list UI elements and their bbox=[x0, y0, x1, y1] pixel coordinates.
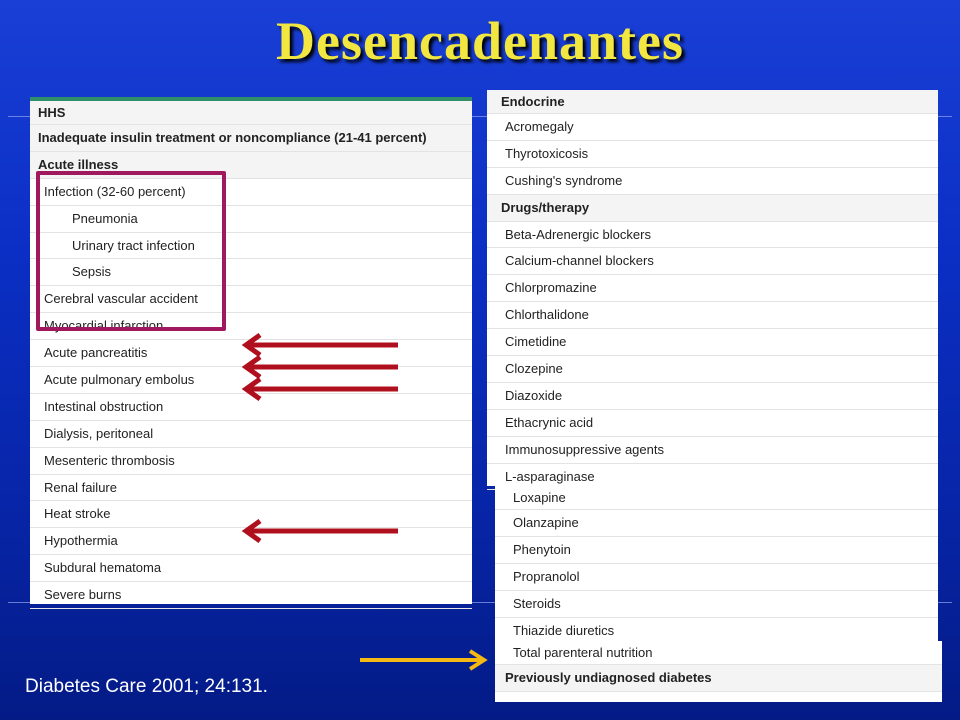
yellow-arrow-icon bbox=[358, 648, 490, 672]
table-row: Loxapine bbox=[495, 486, 938, 510]
table-row: Infection (32-60 percent) bbox=[30, 179, 472, 206]
table-row: Chlorpromazine bbox=[487, 275, 938, 302]
table-section-header: Previously undiagnosed diabetes bbox=[495, 665, 942, 692]
table-section-header: Endocrine bbox=[487, 90, 938, 114]
table-row: Dialysis, peritoneal bbox=[30, 421, 472, 448]
table-row: Thyrotoxicosis bbox=[487, 141, 938, 168]
slide-title: Desencadenantes bbox=[276, 11, 684, 71]
table-row: Severe burns bbox=[30, 582, 472, 609]
other-precipitants-table bbox=[495, 641, 942, 702]
table-section-header: Inadequate insulin treatment or noncompliance (21-41 percent) bbox=[30, 125, 472, 152]
table-row: Total parenteral nutrition bbox=[495, 641, 942, 665]
drugs-continued-table bbox=[495, 486, 938, 641]
table-row: Calcium-channel blockers bbox=[487, 248, 938, 275]
table-row: L-asparaginase bbox=[487, 464, 938, 491]
table-row: Subdural hematoma bbox=[30, 555, 472, 582]
infection-highlight-box bbox=[36, 171, 226, 331]
table-row: Cimetidine bbox=[487, 329, 938, 356]
endocrine-drugs-table bbox=[487, 90, 938, 486]
table-row: Steroids bbox=[495, 591, 938, 618]
table-row: Hypothermia bbox=[30, 528, 472, 555]
table-row: Ethacrynic acid bbox=[487, 410, 938, 437]
table-row: Cerebral vascular accident bbox=[30, 286, 472, 313]
table-row: Acromegaly bbox=[487, 114, 938, 141]
table-row: Olanzapine bbox=[495, 510, 938, 537]
red-arrow-icon bbox=[240, 519, 402, 543]
table-row: Clozepine bbox=[487, 356, 938, 383]
table-row: Phenytoin bbox=[495, 537, 938, 564]
table-row: Mesenteric thrombosis bbox=[30, 448, 472, 475]
table-row: Diazoxide bbox=[487, 383, 938, 410]
table-row: Urinary tract infection bbox=[30, 233, 472, 260]
red-arrow-icon bbox=[240, 333, 402, 357]
table-row: Thiazide diuretics bbox=[495, 618, 938, 645]
table-section-header: HHS bbox=[30, 101, 472, 125]
table-row: Heat stroke bbox=[30, 501, 472, 528]
table-section-header: Acute illness bbox=[30, 152, 472, 179]
table-row: Myocardial infarction bbox=[30, 313, 472, 340]
table-row: Acute pulmonary embolus bbox=[30, 367, 472, 394]
red-arrow-icon bbox=[240, 355, 402, 379]
table-row: Beta-Adrenergic blockers bbox=[487, 222, 938, 249]
table-row: Chlorthalidone bbox=[487, 302, 938, 329]
table-section-header: Drugs/therapy bbox=[487, 195, 938, 222]
table-row: Acute pancreatitis bbox=[30, 340, 472, 367]
citation: Diabetes Care 2001; 24:131. bbox=[25, 676, 268, 697]
table-row: Pneumonia bbox=[30, 206, 472, 233]
red-arrow-icon bbox=[240, 377, 402, 401]
table-row: Sepsis bbox=[30, 259, 472, 286]
table-row: Intestinal obstruction bbox=[30, 394, 472, 421]
table-row: Renal failure bbox=[30, 475, 472, 502]
table-row: Propranolol bbox=[495, 564, 938, 591]
table-row: Cushing's syndrome bbox=[487, 168, 938, 195]
table-row: Immunosuppressive agents bbox=[487, 437, 938, 464]
